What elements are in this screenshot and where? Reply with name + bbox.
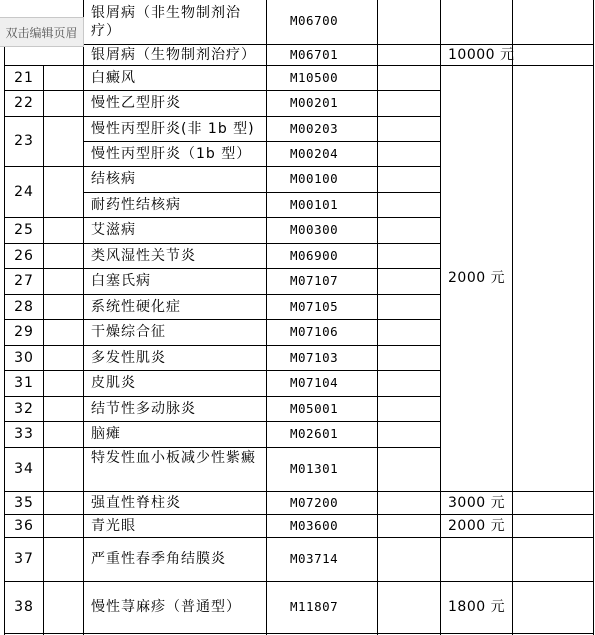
disease-code: M06701 <box>290 46 339 62</box>
disease-name: 皮肌炎 <box>91 375 136 391</box>
disease-code: M07200 <box>290 494 339 510</box>
disease-code: M00100 <box>290 171 339 186</box>
row-number: 36 <box>14 517 34 534</box>
disease-code: M03714 <box>290 551 339 566</box>
row-number: 38 <box>14 599 34 615</box>
grid-vline <box>593 0 594 635</box>
disease-name: 白塞氏病 <box>91 273 151 289</box>
grid-hline <box>4 633 594 634</box>
disease-code: M07103 <box>290 349 339 365</box>
row-number: 26 <box>14 247 34 264</box>
subsidy-amount: 1800 元 <box>448 599 506 615</box>
row-number: 34 <box>14 461 34 477</box>
disease-name: 慢性丙型肝炎(非 1b 型) <box>91 120 255 137</box>
row-number: 29 <box>14 324 34 340</box>
grid-hline <box>4 319 441 320</box>
disease-name: 白癜风 <box>91 69 136 86</box>
disease-code: M11807 <box>290 599 339 614</box>
disease-code: M00300 <box>290 222 339 237</box>
disease-name: 类风湿性关节炎 <box>91 247 196 264</box>
disease-code: M07104 <box>290 375 339 390</box>
disease-name: 强直性脊柱炎 <box>91 494 181 511</box>
grid-hline <box>4 294 441 295</box>
grid-hline <box>4 217 441 218</box>
grid-hline <box>4 370 441 371</box>
subsidy-amount: 2000 元 <box>448 517 506 534</box>
disease-code: M06700 <box>290 13 339 28</box>
disease-name: 严重性春季角结膜炎 <box>91 551 226 567</box>
row-number: 35 <box>14 494 34 511</box>
grid-hline <box>4 421 441 422</box>
disease-name: 银屑病（生物制剂治疗） <box>91 46 256 63</box>
grid-hline <box>4 166 441 167</box>
disease-code: M00201 <box>290 95 339 110</box>
grid-hline <box>4 243 441 244</box>
row-number: 24 <box>14 183 34 200</box>
grid-hline <box>4 447 441 448</box>
disease-code: M00101 <box>290 196 339 212</box>
row-number: 25 <box>14 222 34 238</box>
disease-code: M05001 <box>290 400 339 416</box>
disease-name: 脑瘫 <box>91 426 121 442</box>
grid-vline <box>440 0 441 635</box>
disease-code: M07106 <box>290 324 339 339</box>
subsidy-amount: 10000 元 <box>448 46 515 63</box>
row-number: 28 <box>14 298 34 315</box>
row-number: 37 <box>14 551 34 567</box>
disease-code: M03600 <box>290 517 339 533</box>
disease-name: 慢性乙型肝炎 <box>91 95 181 111</box>
row-number: 30 <box>14 349 34 366</box>
row-number: 23 <box>14 133 34 149</box>
disease-code: M10500 <box>290 69 339 85</box>
disease-name: 艾滋病 <box>91 222 136 238</box>
grid-vline <box>83 0 84 635</box>
row-number: 33 <box>14 426 34 442</box>
subsidy-amount: 3000 元 <box>448 494 506 511</box>
disease-code: M02601 <box>290 426 339 441</box>
grid-hline <box>4 268 441 269</box>
disease-name: 结核病 <box>91 171 136 187</box>
grid-vline <box>266 0 267 635</box>
grid-hline <box>4 345 441 346</box>
disease-name: 多发性肌炎 <box>91 349 166 366</box>
subsidy-amount-merged: 2000 元 <box>448 270 506 286</box>
row-number: 32 <box>14 400 34 417</box>
edit-header-tab[interactable]: 双击编辑页眉 <box>0 17 84 47</box>
disease-code: M07107 <box>290 273 339 288</box>
disease-code: M07105 <box>290 298 339 314</box>
disease-name: 干燥综合征 <box>91 324 166 340</box>
row-number: 22 <box>14 95 34 111</box>
disease-code: M00203 <box>290 120 339 136</box>
disease-name: 慢性丙型肝炎（1b 型） <box>91 145 252 162</box>
disease-name: 耐药性结核病 <box>91 196 181 213</box>
row-number: 31 <box>14 375 34 391</box>
row-number: 21 <box>14 69 34 86</box>
grid-hline <box>4 396 441 397</box>
disease-name: 慢性荨麻疹（普通型） <box>91 599 241 615</box>
grid-hline <box>4 90 441 91</box>
disease-name: 系统性硬化症 <box>91 298 181 315</box>
disease-name: 特发性血小板减少性紫癜 <box>91 450 256 466</box>
disease-code: M00204 <box>290 145 339 161</box>
disease-name: 结节性多动脉炎 <box>91 400 196 417</box>
disease-code: M01301 <box>290 461 339 476</box>
disease-name: 青光眼 <box>91 517 136 534</box>
disease-name: 银屑病（非生物制剂治疗） <box>91 5 241 39</box>
row-number: 27 <box>14 273 34 289</box>
grid-vline <box>512 0 513 635</box>
disease-code: M06900 <box>290 247 339 263</box>
grid-vline <box>377 0 378 635</box>
